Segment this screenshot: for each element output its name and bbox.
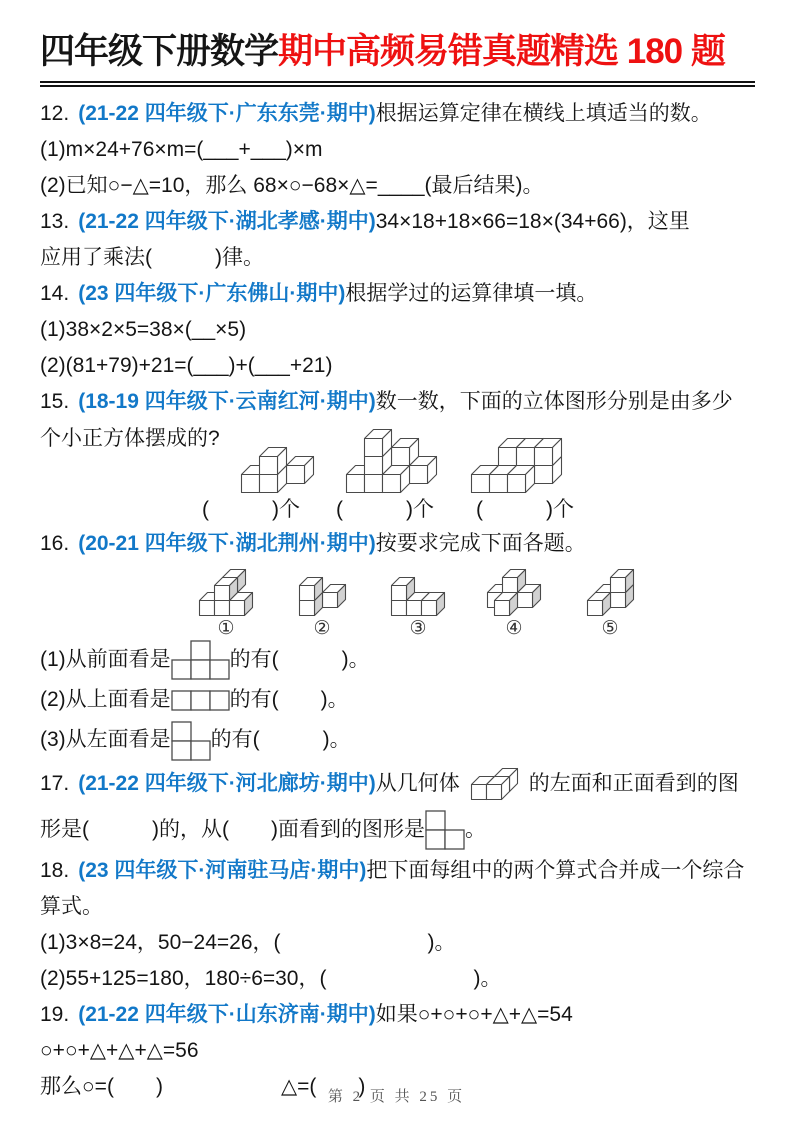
q17-text-b: 的左面和正面看到的图 <box>528 771 739 795</box>
q16-text: 按要求完成下面各题。 <box>375 532 586 555</box>
q17-line-1 <box>40 761 755 807</box>
q14-sub-1: (1)38×2×5=38×(__×5) <box>40 318 247 341</box>
q12-text: 根据运算定律在横线上填适当的数。 <box>375 102 712 125</box>
q12-source: (21-22 四年级下·广东东莞·期中) <box>78 102 376 125</box>
q19-line-2: ○+○+△+△+△=56 <box>40 1038 199 1062</box>
q16-source: (20-21 四年级下·湖北荆州·期中) <box>78 532 376 555</box>
title-black-part: 四年级下册数学 <box>40 32 279 71</box>
q16-sub3-text-b: 的有( )。 <box>210 728 351 752</box>
q12-number: 12. <box>40 102 70 125</box>
figure-label: ⑤ <box>601 618 619 639</box>
q18-text: 把下面每组中的两个算式合并成一个综合 <box>366 858 745 882</box>
grid-view-figure-icon <box>171 640 230 680</box>
q18-number: 18. <box>40 858 70 882</box>
cube-figure-icon <box>345 428 438 494</box>
q16-sub-2 <box>40 680 755 720</box>
q15-figures-row <box>40 422 755 494</box>
figure-label: ③ <box>409 618 427 639</box>
figure-label: ① <box>217 618 235 639</box>
q18-line-2: 算式。 <box>40 894 103 918</box>
q19-source: (21-22 四年级下·山东济南·期中) <box>78 1002 376 1026</box>
q16-figures-row <box>178 562 755 640</box>
q18-line-1 <box>40 853 755 889</box>
q17-line-2 <box>40 807 755 853</box>
q19-line-1 <box>40 997 755 1033</box>
q16-figure-4 <box>466 562 562 640</box>
cube-figure-icon <box>486 568 542 617</box>
cube-figure-icon <box>390 576 446 617</box>
q18-source: (23 四年级下·河南驻马店·期中) <box>78 858 367 882</box>
q15-source: (18-19 四年级下·云南红河·期中) <box>78 390 376 413</box>
q15-count-blank: ( )个 <box>336 498 434 521</box>
cube-figure-icon <box>240 446 315 494</box>
q15-counts-row <box>40 494 755 526</box>
q13-line-2: 应用了乘法( )律。 <box>40 246 264 269</box>
q14-text: 根据学过的运算律填一填。 <box>345 282 598 305</box>
q16-sub3-text-a: (3)从左面看是 <box>40 728 171 752</box>
q17-source: (21-22 四年级下·河北廊坊·期中) <box>78 771 376 795</box>
q19-number: 19. <box>40 1002 70 1026</box>
q13-line-1 <box>40 204 755 240</box>
q16-sub1-text-a: (1)从前面看是 <box>40 648 171 671</box>
grid-view-figure-icon <box>171 690 230 711</box>
q18-sub-2: (2)55+125=180，180÷6=30，( )。 <box>40 966 502 990</box>
q17-number: 17. <box>40 771 70 795</box>
grid-view-figure-icon <box>171 721 211 761</box>
q14-sub-2: (2)(81+79)+21=(___)+(___+21) <box>40 354 333 377</box>
q14-line-1 <box>40 276 755 312</box>
q14-number: 14. <box>40 282 70 305</box>
q12-line-1 <box>40 96 755 132</box>
q12-sub-1: (1)m×24+76×m=(___+___)×m <box>40 138 323 161</box>
cube-figure-icon <box>198 568 254 617</box>
q16-figure-1 <box>178 562 274 640</box>
grid-view-figure-icon <box>425 810 465 850</box>
q14-source: (23 四年级下·广东佛山·期中) <box>78 282 346 305</box>
q13-source: (21-22 四年级下·湖北孝感·期中) <box>78 210 376 233</box>
figure-label: ④ <box>505 618 523 639</box>
q15-count-blank: ( )个 <box>476 498 574 521</box>
q15-count-blank: ( )个 <box>202 498 300 521</box>
q16-sub1-text-b: 的有( )。 <box>229 648 370 671</box>
page-title <box>40 24 755 87</box>
q15-line-2: 个小正方体摆成的? <box>40 427 220 450</box>
title-red-part: 期中高频易错真题精选 180 题 <box>278 32 725 71</box>
q16-figure-5 <box>562 562 658 640</box>
q16-sub2-text-b: 的有( )。 <box>229 688 349 712</box>
q17-text-a: 从几何体 <box>375 771 460 795</box>
q18-sub-1: (1)3×8=24，50−24=26，( )。 <box>40 930 456 954</box>
q15-line-1 <box>40 384 755 420</box>
figure-label: ② <box>313 618 331 639</box>
q16-sub-3 <box>40 720 755 760</box>
cube-figure-icon <box>298 576 347 617</box>
q17-line2-text-a: 形是( )的，从( )面看到的图形是 <box>40 817 425 841</box>
page-footer: 第 2 页 共 25 页 <box>327 1089 466 1105</box>
cube-figure-icon <box>470 437 563 494</box>
q16-sub2-text-a: (2)从上面看是 <box>40 688 171 712</box>
q16-figure-2 <box>274 562 370 640</box>
cube-figure-icon <box>470 767 519 801</box>
q17-line2-text-b: 。 <box>464 817 486 841</box>
q13-text: 34×18+18×66=18×(34+66)，这里 <box>375 210 690 233</box>
q16-line-1 <box>40 526 755 562</box>
q16-number: 16. <box>40 532 70 555</box>
q15-text: 数一数，下面的立体图形分别是由多少 <box>375 390 733 413</box>
q16-sub-1 <box>40 640 755 680</box>
cube-figure-icon <box>586 568 635 617</box>
q19-text: 如果○+○+○+△+△=54 <box>375 1002 573 1026</box>
q12-sub-2: (2)已知○−△=10，那么 68×○−68×△=____(最后结果)。 <box>40 174 544 197</box>
q13-number: 13. <box>40 210 70 233</box>
q19-circle-blank: 那么○=( ) <box>40 1074 163 1098</box>
q19-triangle-blank: △=( ) <box>280 1074 366 1098</box>
q16-figure-3 <box>370 562 466 640</box>
q15-number: 15. <box>40 390 70 413</box>
